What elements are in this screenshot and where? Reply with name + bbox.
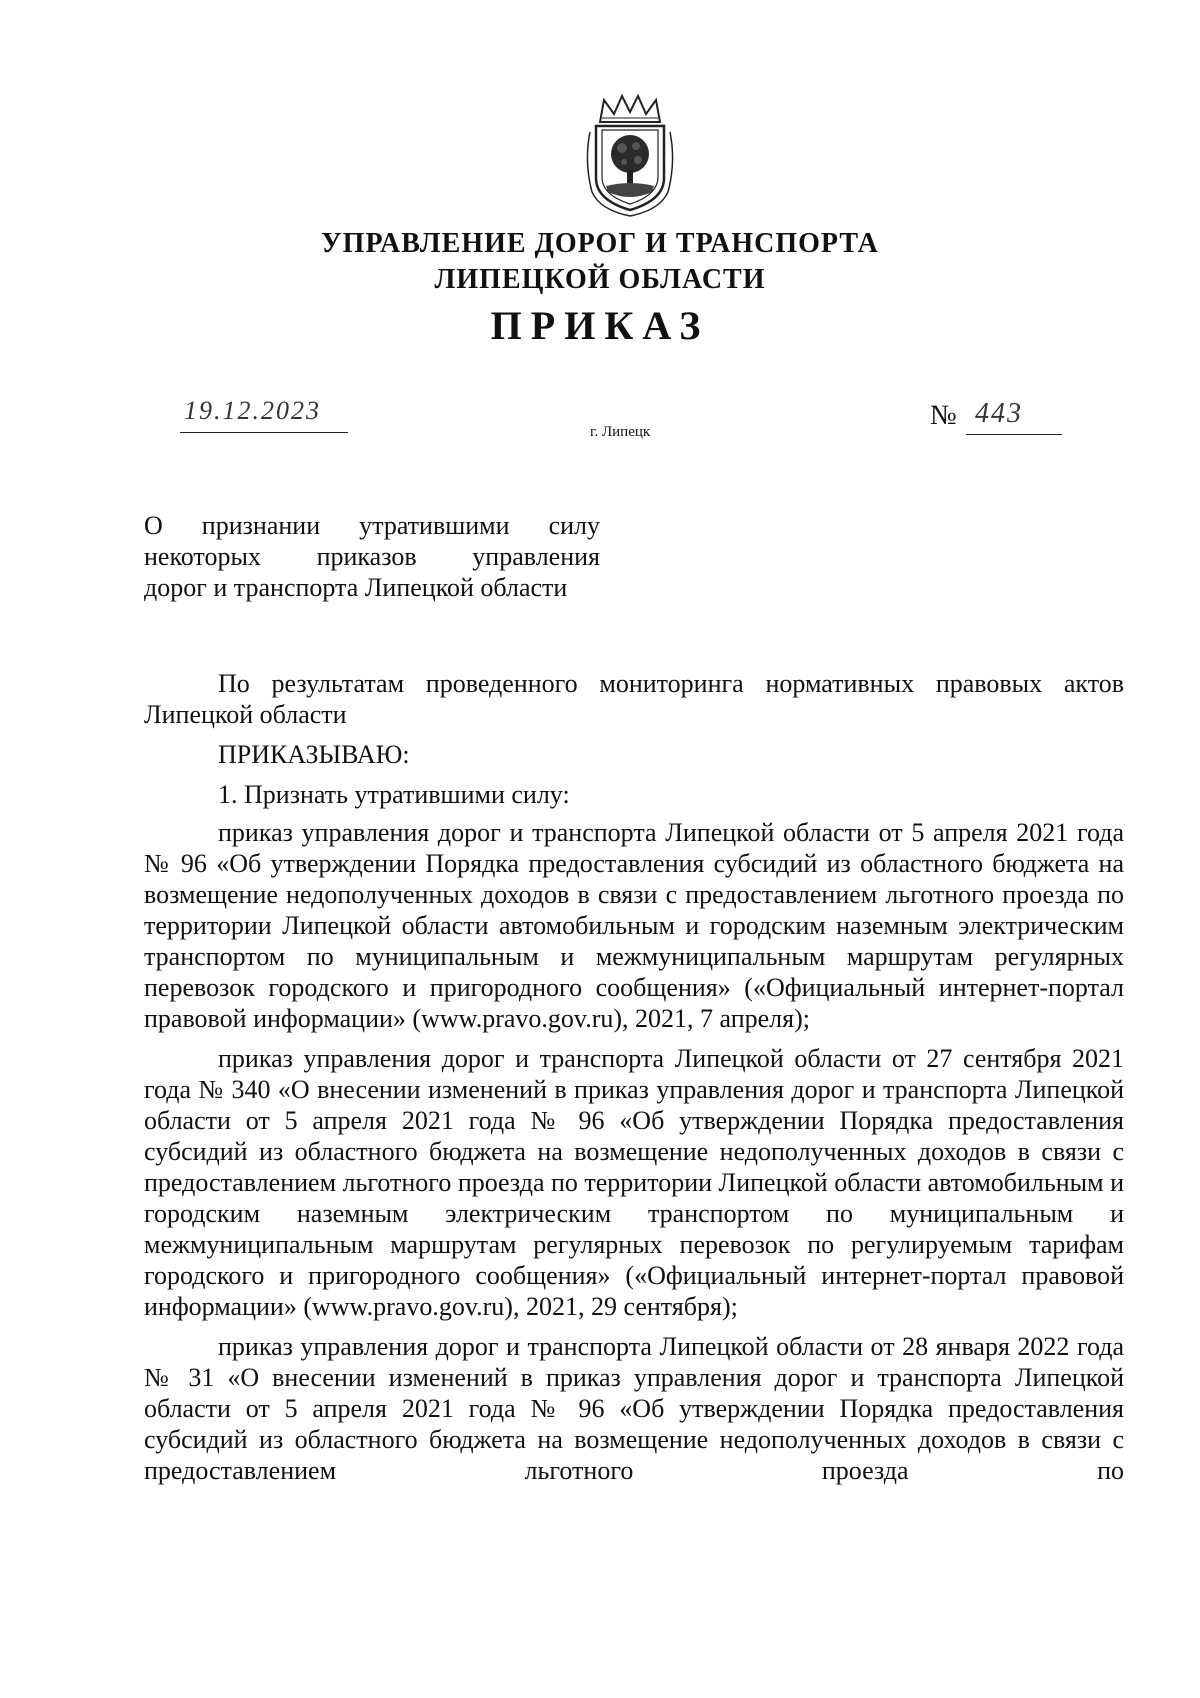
order-city: г. Липецк — [590, 424, 651, 440]
repealed-order-paragraph: приказ управления дорог и транспорта Липецкой области от 5 апреля 2021 года № 96 «Об утверждении Порядка предоставления субсидий из областного бюджета на возмещение недополученных доходов в связи с предоставлением льготного проезда по территории Липецкой области автомобильным и городским наземным электрическим транспортом по муниципальным и межмуниципальным маршрутам регулярных перевозок городского и пригородного сообщения» («Официальный интернет-портал правовой информации» (www.pravo.gov.ru), 2021, 7 апреля); — [144, 818, 1124, 1033]
order-subject — [144, 510, 600, 603]
subject-line: дорог и транспорта Липецкой области — [144, 573, 568, 602]
coat-of-arms-icon — [578, 92, 682, 218]
number-label: № — [930, 400, 957, 431]
order-body — [144, 668, 1124, 1486]
number-underline — [966, 434, 1062, 435]
subject-line: некоторых приказов управления — [144, 542, 600, 571]
repealed-order-paragraph: приказ управления дорог и транспорта Липецкой области от 28 января 2022 года № 31 «О внесении изменений в приказ управления дорог и транспорта Липецкой области от 5 апреля 2021 года № 96 «Об утверждении Порядка предоставления субсидий из областного бюджета на возмещение недополученных доходов в связи с предоставлением льготного проезда по — [144, 1332, 1124, 1485]
order-directive: ПРИКАЗЫВАЮ: — [218, 740, 410, 769]
document-type-title: ПРИКАЗ — [490, 303, 710, 348]
repealed-order-paragraph: приказ управления дорог и транспорта Липецкой области от 27 сентября 2021 года № 340 «О внесении изменений в приказ управления дорог и транспорта Липецкой области от 5 апреля 2021 года № 96 «Об утверждении Порядка предоставления субсидий из областного бюджета на возмещение недополученных доходов в связи с предоставлением льготного проезда по территории Липецкой области автомобильным и городским наземным электрическим транспортом по муниципальным и межмуниципальным маршрутам регулярных перевозок по регулируемым тарифам городского и пригородного сообщения» («Официальный интернет-портал правовой информации» (www.pravo.gov.ru), 2021, 29 сентября); — [144, 1044, 1124, 1321]
subject-line: О признании утратившими силу — [144, 511, 600, 540]
organization-name-line1: УПРАВЛЕНИЕ ДОРОГ И ТРАНСПОРТА — [321, 228, 879, 259]
item-heading: 1. Признать утратившими силу: — [218, 780, 570, 809]
order-date: 19.12.2023 — [184, 396, 321, 425]
date-underline — [180, 432, 348, 433]
preamble-paragraph: По результатам проведенного мониторинга нормативных правовых актов Липецкой области — [144, 669, 1124, 729]
order-number: 443 — [975, 398, 1023, 429]
organization-name-line2: ЛИПЕЦКОЙ ОБЛАСТИ — [434, 264, 766, 295]
